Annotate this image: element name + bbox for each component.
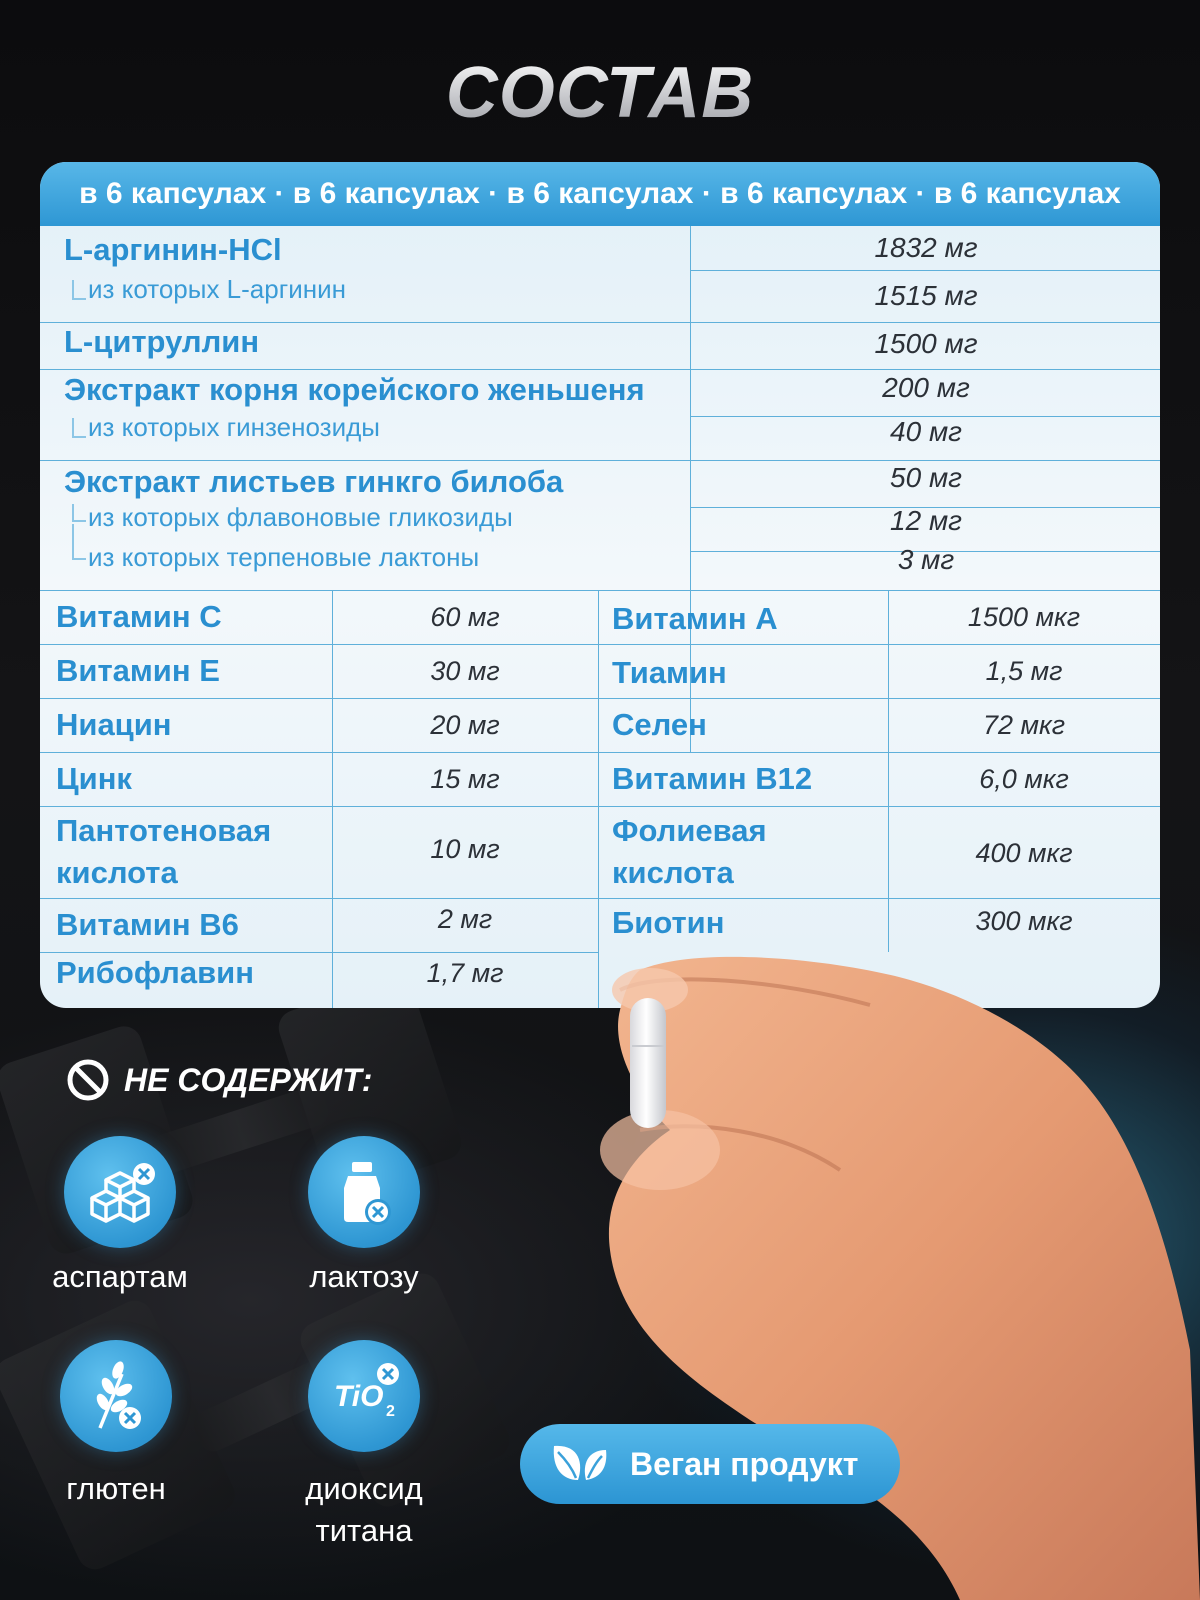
- vitamin-name: Витамин А: [612, 601, 778, 636]
- vitamin-name: Ниацин: [56, 707, 172, 742]
- vitamin-name: Цинк: [56, 761, 132, 796]
- vitamin-value: 30 мг: [430, 656, 500, 686]
- vitamin-name: Витамин В12: [612, 761, 813, 796]
- vitamin-value: 1,7 мг: [426, 958, 504, 988]
- vitamin-name: Биотин: [612, 905, 725, 940]
- vitamin-name: Витамин В6: [56, 907, 239, 942]
- svg-text:2: 2: [386, 1403, 395, 1420]
- ingredient-dose: 1832 мг: [874, 232, 978, 263]
- ingredient-sub-dose: 3 мг: [897, 544, 955, 575]
- tree-connector: [72, 280, 86, 300]
- milk-bottle-icon: [308, 1136, 420, 1248]
- ingredient-sub-name: из которых L-аргинин: [88, 274, 346, 304]
- vitamin-value: 2 мг: [437, 904, 493, 934]
- ingredient-dose: 200 мг: [882, 372, 970, 403]
- vitamin-name: Рибофлавин: [56, 955, 254, 990]
- composition-table: [40, 162, 1160, 1008]
- page-title: СОСТАВ: [0, 52, 1200, 134]
- ingredient-name: L-аргинин-HCl: [64, 232, 282, 267]
- ingredient-dose: 1500 мг: [874, 328, 978, 359]
- tree-connector: [72, 504, 86, 522]
- free-from-header: [66, 1058, 372, 1102]
- vitamin-value: 1500 мкг: [967, 602, 1081, 632]
- ingredient-sub-name: из которых флавоновые гликозиды: [88, 502, 513, 532]
- vitamin-name: Фолиевая кислота: [612, 813, 767, 890]
- vitamin-value: 400 мкг: [975, 838, 1073, 868]
- vitamin-value: 1,5 мг: [985, 656, 1063, 686]
- vitamin-value: 72 мкг: [982, 710, 1066, 740]
- vitamin-value: 300 мкг: [975, 906, 1073, 936]
- ingredient-name: Экстракт листьев гинкго билоба: [64, 464, 564, 499]
- vitamin-value: 20 мг: [430, 710, 500, 740]
- free-from-label: лактозу: [309, 1259, 419, 1294]
- tree-connector: [72, 524, 86, 560]
- svg-text:TiO: TiO: [334, 1380, 384, 1413]
- free-from-label: аспартам: [52, 1259, 188, 1294]
- table-header: в 6 капсулах · в 6 капсулах · в 6 капсулах · в 6 капсулах · в 6 капсулах: [40, 162, 1160, 226]
- ingredient-sub-name: из которых терпеновые лактоны: [88, 542, 480, 572]
- ingredient-sub-dose: 12 мг: [890, 505, 962, 536]
- vitamin-value: 10 мг: [430, 834, 500, 864]
- ingredient-sub-name: из которых гинзенозиды: [88, 412, 380, 442]
- ingredient-name: Экстракт корня корейского женьшеня: [64, 372, 645, 407]
- free-from-title: НЕ СОДЕРЖИТ:: [124, 1061, 373, 1098]
- vitamin-name: Селен: [612, 707, 707, 742]
- tree-connector: [72, 418, 86, 438]
- vegan-label: Веган продукт: [630, 1445, 859, 1482]
- vitamin-value: 60 мг: [430, 602, 500, 632]
- leaves-icon: [548, 1440, 612, 1488]
- vitamin-value: 6,0 мкг: [979, 764, 1069, 794]
- sugar-cubes-icon: [64, 1136, 176, 1248]
- ingredient-sub-dose: 1515 мг: [874, 280, 978, 311]
- vegan-badge: [520, 1424, 900, 1504]
- free-from-label: диоксид титана: [305, 1471, 423, 1548]
- vitamin-value: 15 мг: [430, 764, 500, 794]
- tio2-icon: [308, 1340, 420, 1452]
- vitamin-name: Тиамин: [612, 655, 727, 690]
- vitamin-name: Витамин Е: [56, 653, 220, 688]
- ingredient-dose: 50 мг: [890, 462, 962, 493]
- free-from-label: глютен: [66, 1471, 166, 1506]
- prohibited-icon: [66, 1058, 110, 1102]
- vitamin-name: Пантотеновая кислота: [56, 813, 272, 890]
- vitamin-name: Витамин С: [56, 599, 222, 634]
- ingredient-sub-dose: 40 мг: [890, 416, 962, 447]
- wheat-icon: [60, 1340, 172, 1452]
- ingredient-name: L-цитруллин: [64, 324, 260, 359]
